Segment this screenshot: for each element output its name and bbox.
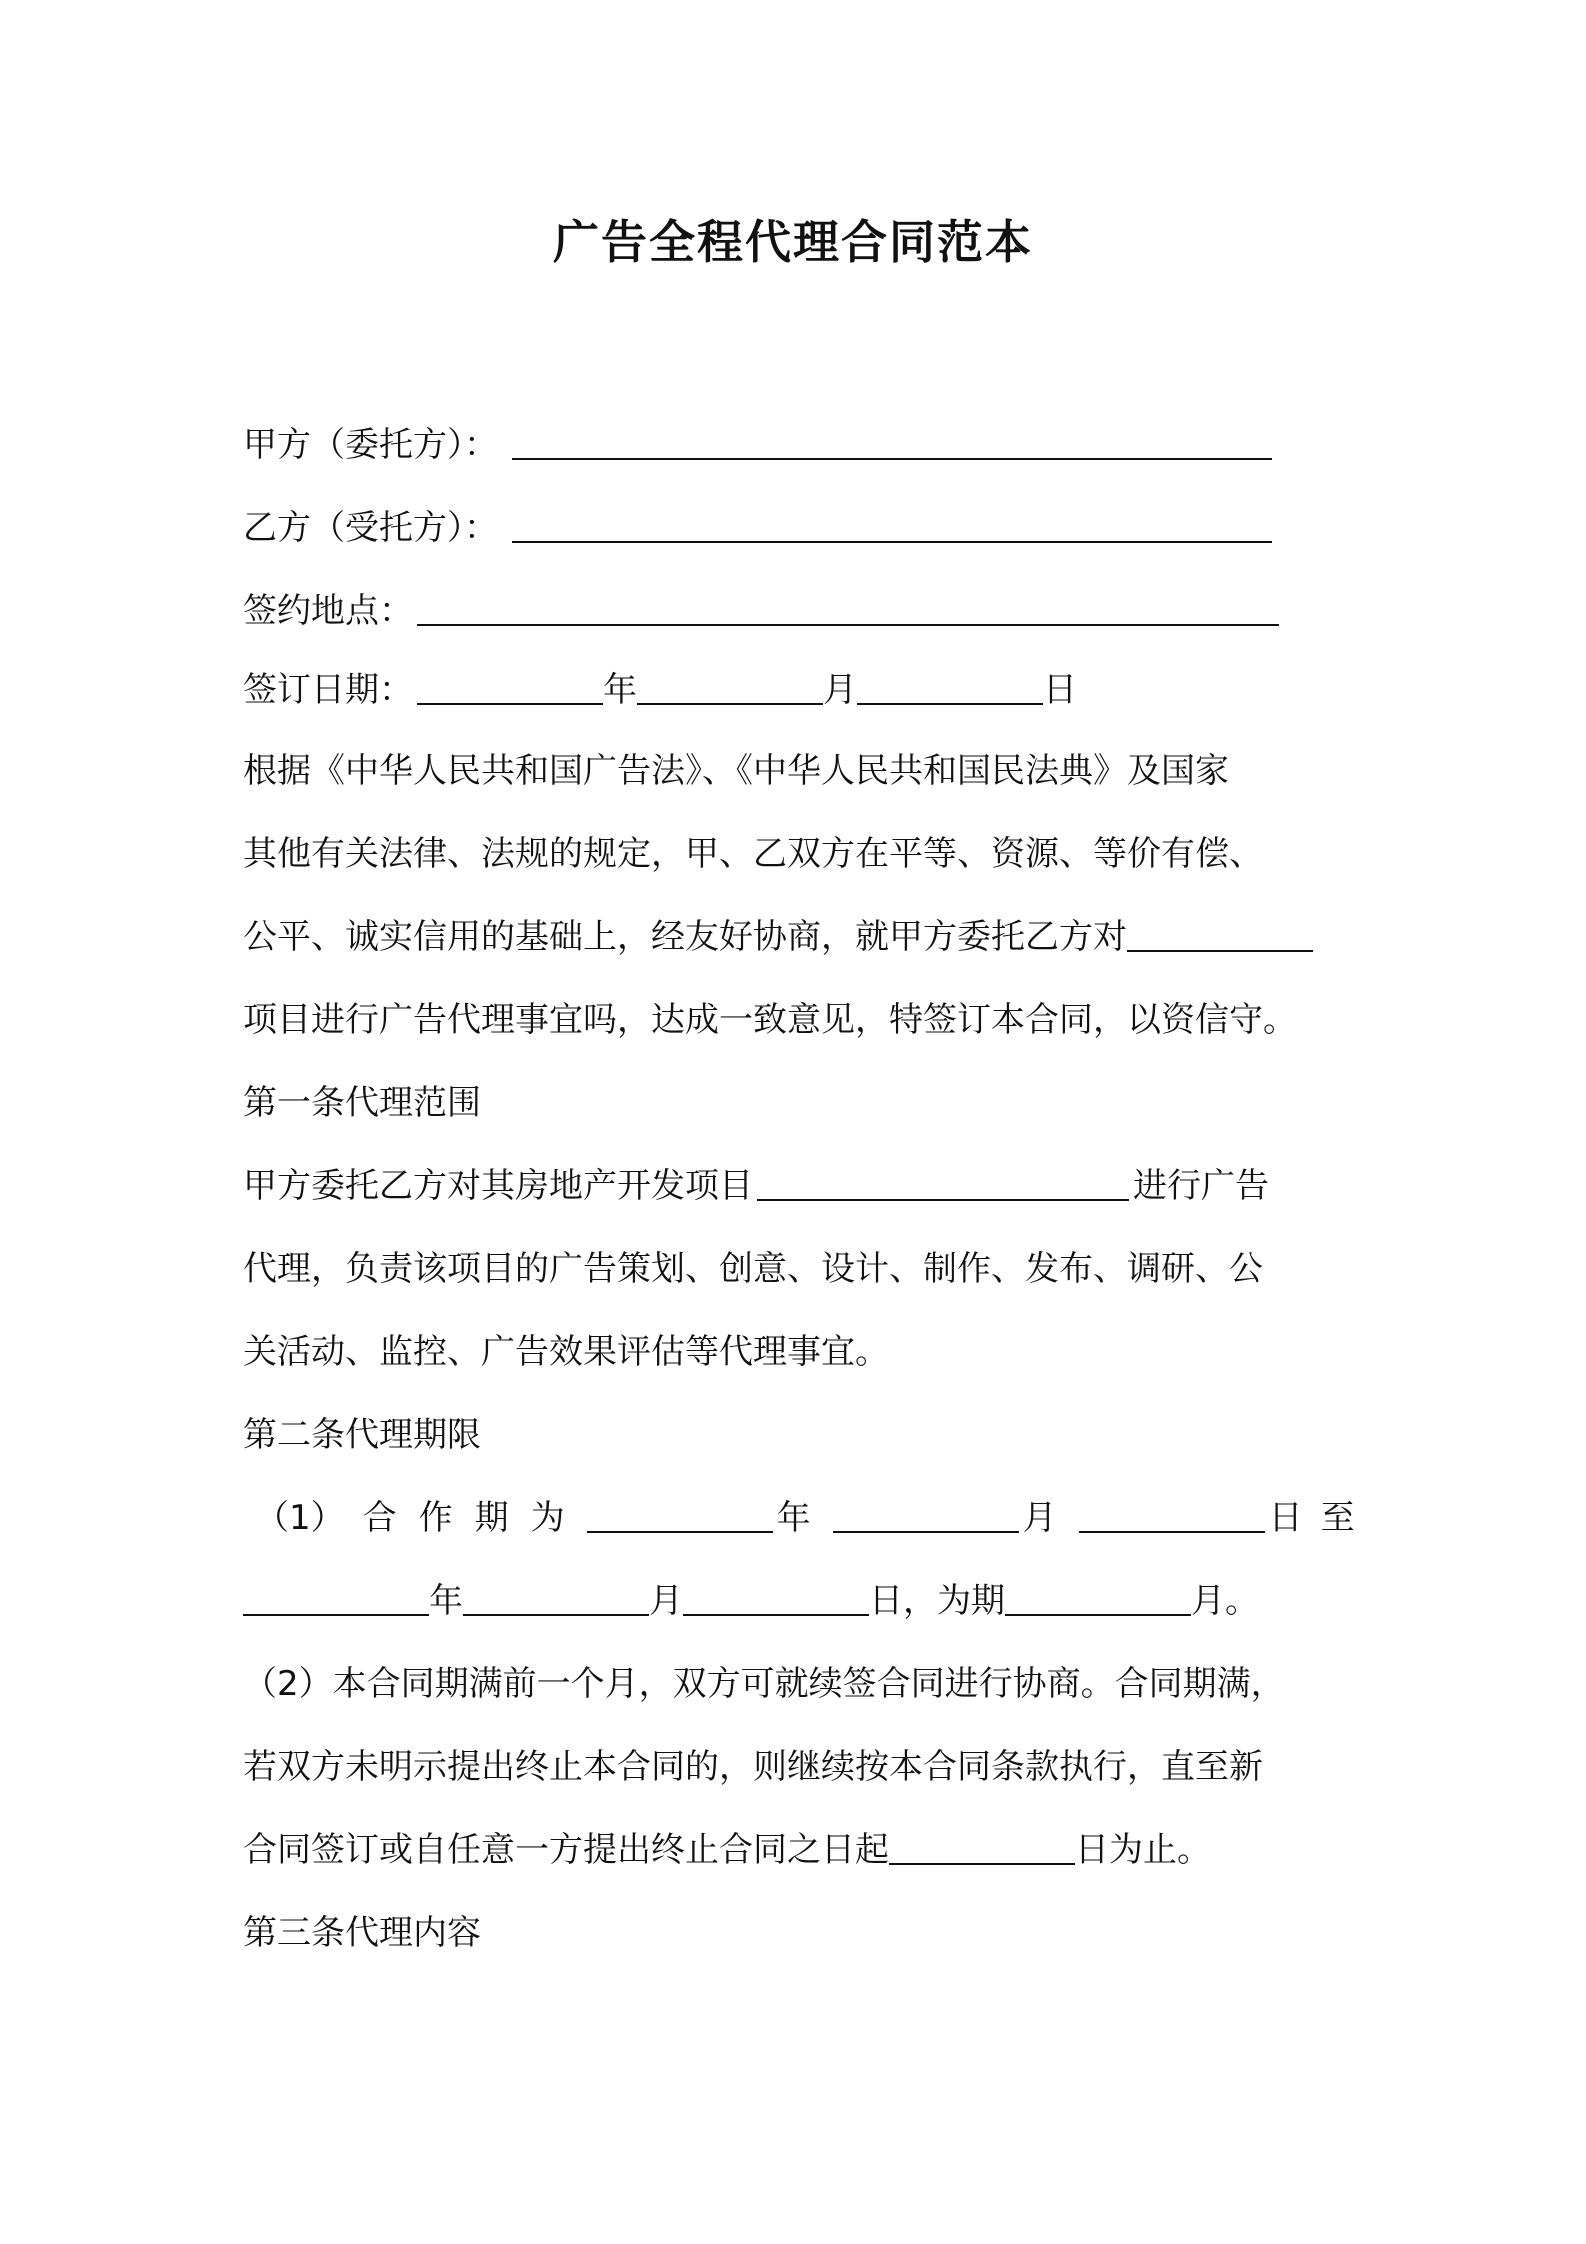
clause-1-text: 合作期为 <box>362 1498 587 1538</box>
party-b-row <box>243 503 1355 553</box>
party-a-row <box>243 420 1355 470</box>
party-a-blank[interactable] <box>512 424 1272 460</box>
sign-year-unit: 年 <box>603 670 637 710</box>
sign-day-unit: 日 <box>1043 670 1077 710</box>
development-project-blank[interactable] <box>757 1165 1129 1201</box>
party-b-blank[interactable] <box>512 507 1272 543</box>
sign-place-row <box>243 586 1355 636</box>
duration-label: ，为期 <box>903 1581 1005 1621</box>
intro-line-3-text: 公平、诚实信用的基础上，经友好协商，就甲方委托乙方对 <box>243 917 1127 957</box>
end-year-blank[interactable] <box>243 1580 429 1616</box>
clause-1-zhi: 至 <box>1320 1498 1355 1538</box>
sign-day-blank[interactable] <box>857 669 1043 705</box>
start-year-blank[interactable] <box>587 1497 773 1533</box>
duration-unit: 月。 <box>1191 1581 1259 1621</box>
article-2-clause-2-line-2: 若双方未明示提出终止本合同的，则继续按本合同条款执行，直至新 <box>243 1747 1263 1787</box>
end-month-blank[interactable] <box>463 1580 649 1616</box>
sign-place-label: 签约地点： <box>243 591 413 631</box>
end-month-unit: 月 <box>649 1581 683 1621</box>
article-1-line-1 <box>243 1161 1355 1211</box>
article-1-line-3: 关活动、监控、广告效果评估等代理事宜。 <box>243 1332 889 1372</box>
page-title: 广告全程代理合同范本 <box>553 215 1033 269</box>
article-1-heading: 第一条代理范围 <box>243 1083 481 1123</box>
article-1-line-1b: 进行广告 <box>1133 1166 1269 1206</box>
start-year-unit: 年 <box>776 1498 811 1538</box>
termination-days-blank[interactable] <box>889 1829 1075 1865</box>
end-day-blank[interactable] <box>683 1580 869 1616</box>
article-1-line-2: 代理，负责该项目的广告策划、创意、设计、制作、发布、调研、公 <box>243 1249 1263 1289</box>
sign-month-blank[interactable] <box>637 669 823 705</box>
sign-place-blank[interactable] <box>417 590 1279 626</box>
start-month-blank[interactable] <box>833 1497 1019 1533</box>
article-2-heading: 第二条代理期限 <box>243 1415 481 1455</box>
article-2-clause-2-line-3a: 合同签订或自任意一方提出终止合同之日起 <box>243 1830 889 1870</box>
sign-year-blank[interactable] <box>417 669 603 705</box>
article-2-clause-1-line-2 <box>243 1576 1355 1626</box>
intro-line-2: 其他有关法律、法规的规定，甲、乙双方在平等、资源、等价有偿、 <box>243 834 1263 874</box>
end-day-unit: 日 <box>869 1581 903 1621</box>
intro-line-3 <box>243 912 1355 962</box>
sign-month-unit: 月 <box>823 670 857 710</box>
end-year-unit: 年 <box>429 1581 463 1621</box>
project-blank[interactable] <box>1127 916 1313 952</box>
intro-line-4: 项目进行广告代理事宜吗，达成一致意见，特签订本合同，以资信守。 <box>243 1000 1297 1040</box>
article-1-line-1a: 甲方委托乙方对其房地产开发项目 <box>243 1166 753 1206</box>
duration-months-blank[interactable] <box>1005 1580 1191 1616</box>
clause-1-number: （1） <box>255 1498 345 1538</box>
start-day-blank[interactable] <box>1079 1497 1265 1533</box>
intro-line-1: 根据《中华人民共和国广告法》、《中华人民共和国民法典》及国家 <box>243 751 1229 791</box>
article-2-clause-1-line-1 <box>243 1493 1355 1543</box>
start-month-unit: 月 <box>1022 1498 1057 1538</box>
sign-date-label: 签订日期： <box>243 670 413 710</box>
start-day-unit: 日 <box>1268 1498 1303 1538</box>
article-2-clause-2-line-1: （2）本合同期满前一个月，双方可就续签合同进行协商。合同期满， <box>243 1664 1285 1704</box>
party-a-label: 甲方（委托方）： <box>243 425 498 465</box>
article-3-heading: 第三条代理内容 <box>243 1913 481 1953</box>
party-b-label: 乙方（受托方）： <box>243 508 498 548</box>
article-2-clause-2-line-3 <box>243 1825 1355 1875</box>
sign-date-row <box>243 665 1355 715</box>
article-2-clause-2-line-3b: 日为止。 <box>1075 1830 1211 1870</box>
